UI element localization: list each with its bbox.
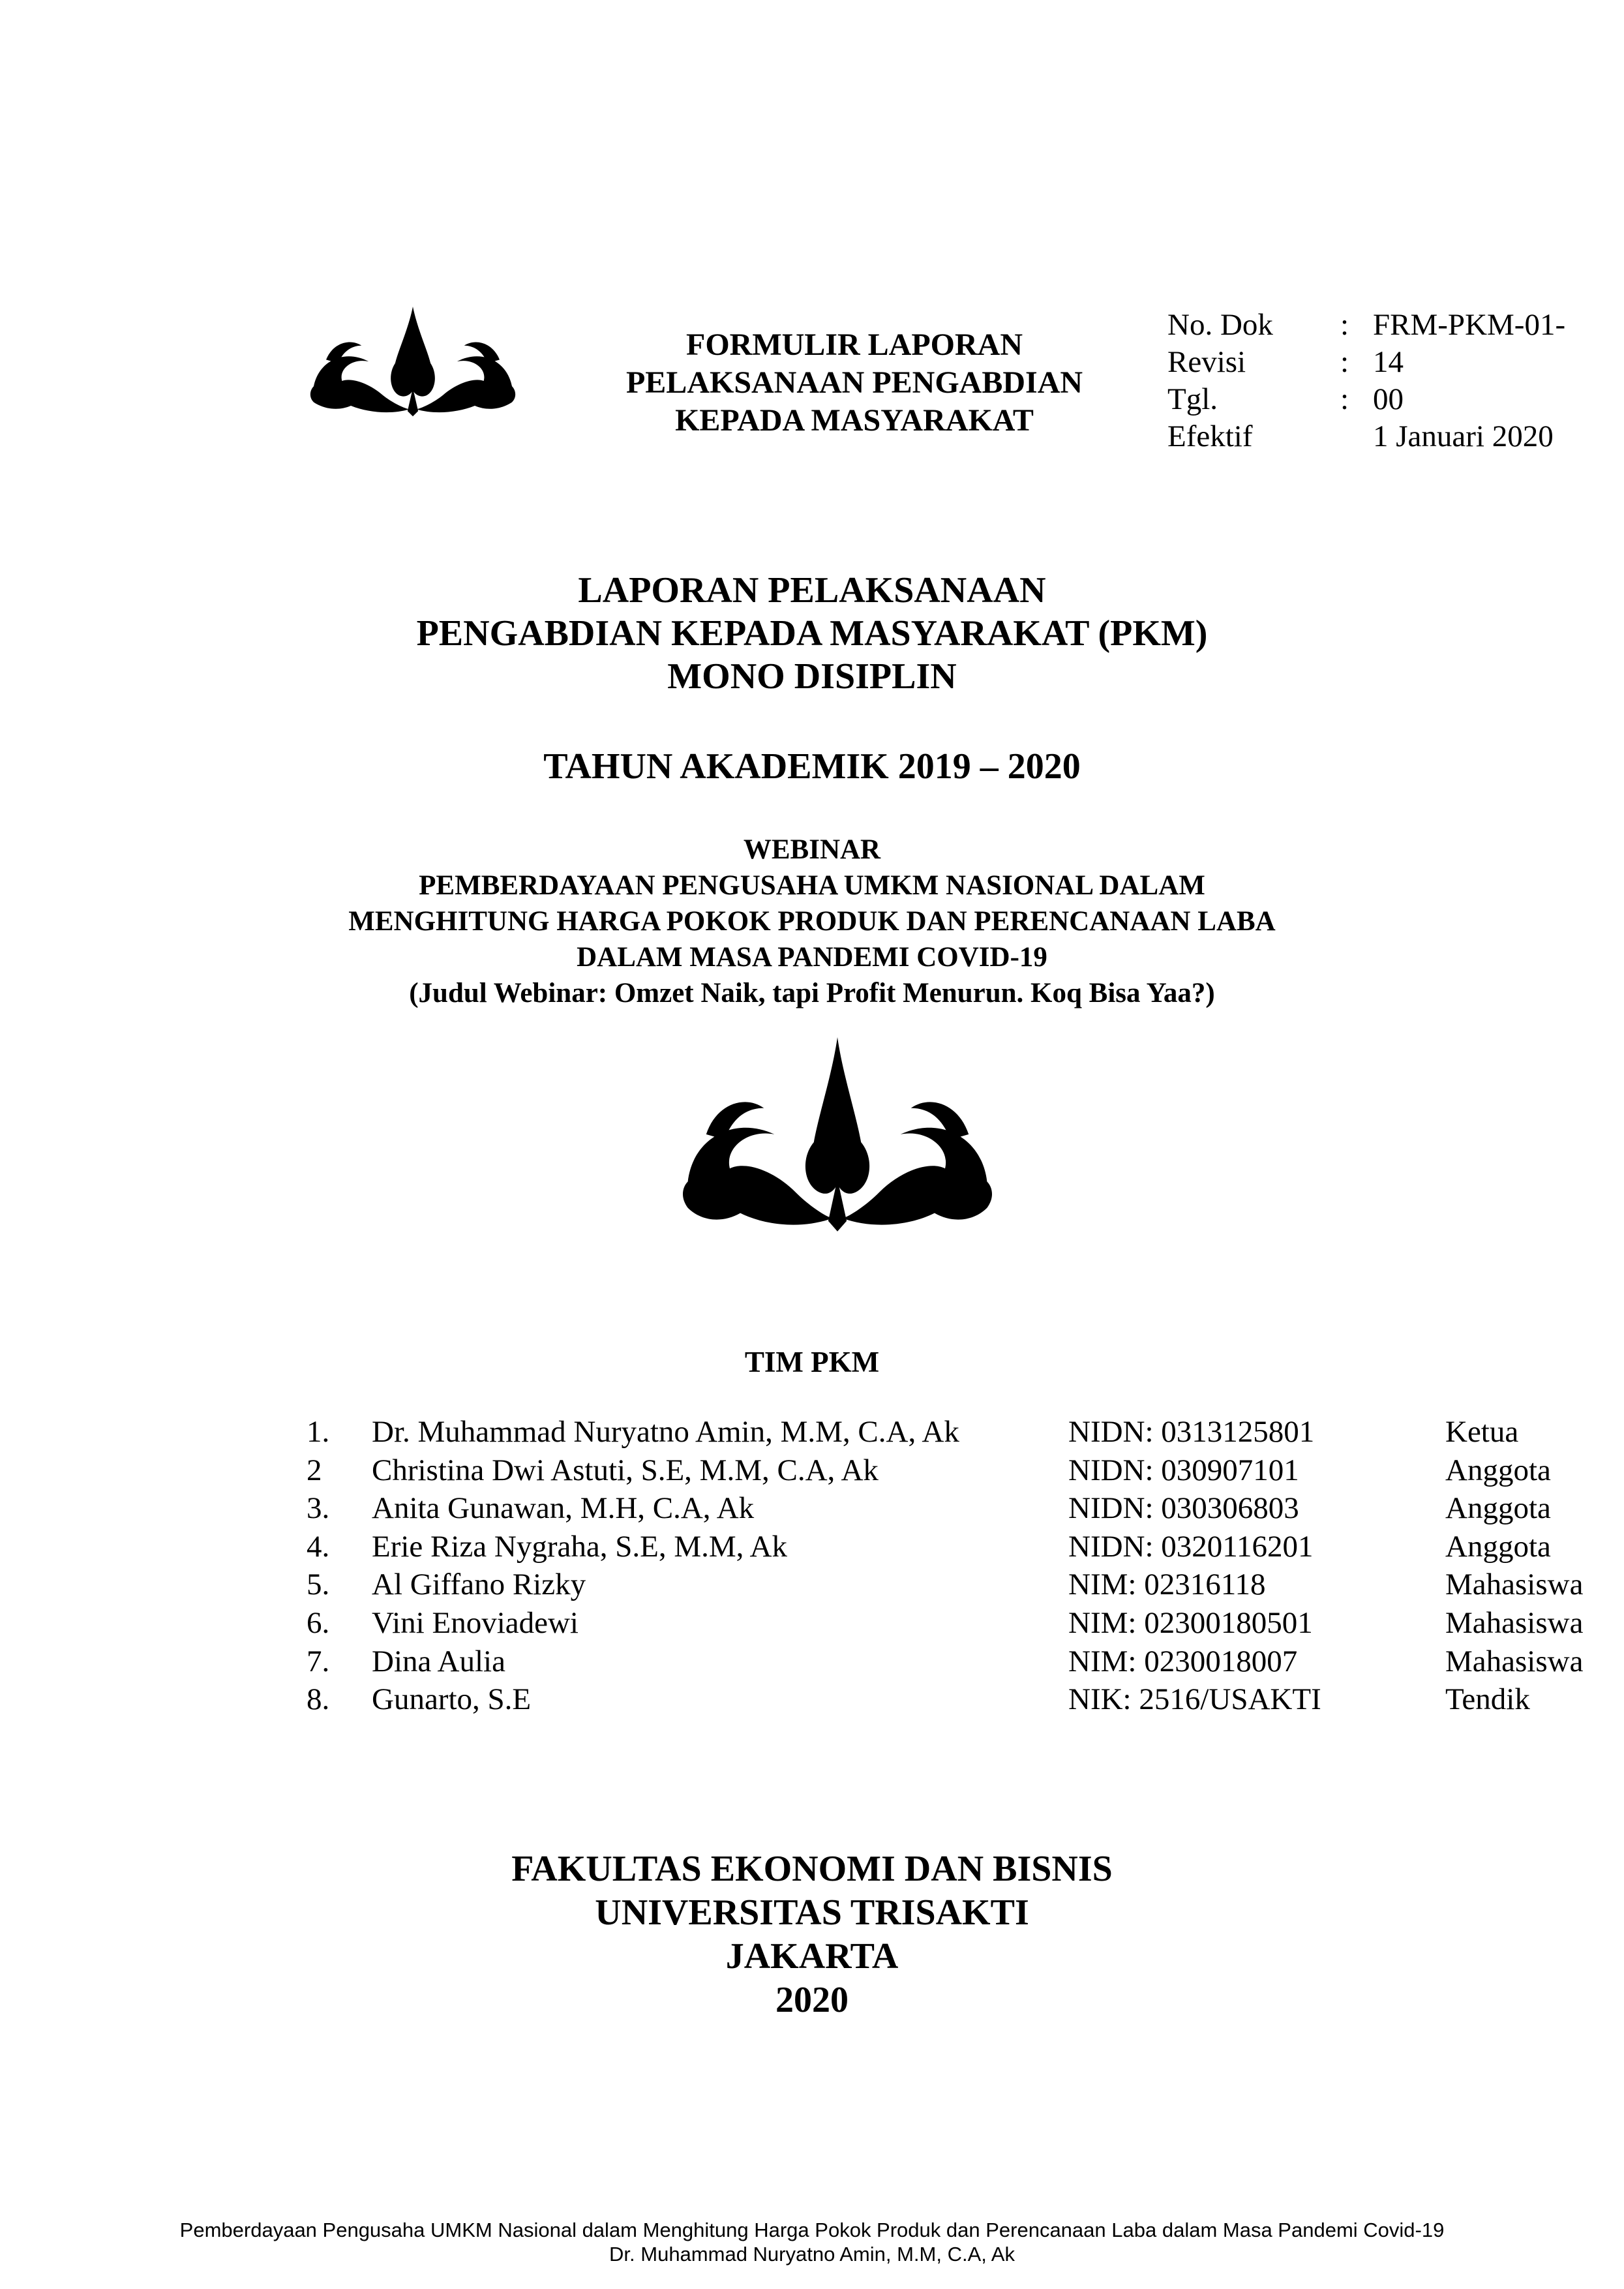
form-title-line: FORMULIR LAPORAN xyxy=(686,327,1023,362)
meta-row-revision xyxy=(1167,344,1617,381)
member-name: Gunarto, S.E xyxy=(372,1682,532,1717)
form-title-line: PELAKSANAAN PENGABDIAN xyxy=(625,365,1083,400)
member-role: Ketua xyxy=(1445,1415,1519,1449)
meta-colon: : xyxy=(1340,382,1349,416)
university-name: UNIVERSITAS TRISAKTI xyxy=(595,1892,1029,1933)
trisakti-emblem-large-icon xyxy=(680,1037,995,1252)
report-title-line: MONO DISIPLIN xyxy=(667,656,957,697)
member-number: 1. xyxy=(307,1415,330,1449)
academic-year: TAHUN AKADEMIK 2019 – 2020 xyxy=(543,746,1081,787)
list-item xyxy=(307,1451,1617,1490)
meta-colon: : xyxy=(1340,345,1349,379)
footer-author: Dr. Muhammad Nuryatno Amin, M.M, C.A, Ak xyxy=(609,2243,1015,2266)
meta-colon: : xyxy=(1340,308,1349,342)
report-title-line: LAPORAN PELAKSANAAN xyxy=(578,570,1046,611)
member-role: Anggota xyxy=(1445,1491,1551,1526)
meta-label: Efektif xyxy=(1167,419,1253,453)
meta-label: Tgl. xyxy=(1167,382,1218,416)
team-title: TIM PKM xyxy=(744,1346,880,1378)
report-title xyxy=(0,569,1624,698)
member-id: NIK: 2516/USAKTI xyxy=(1068,1682,1321,1717)
member-id: NIM: 02316118 xyxy=(1068,1568,1266,1602)
list-item xyxy=(307,1680,1617,1719)
member-number: 6. xyxy=(307,1605,330,1640)
list-item xyxy=(307,1413,1617,1451)
member-id: NIDN: 030907101 xyxy=(1068,1453,1299,1487)
meta-label: Revisi xyxy=(1167,345,1246,379)
member-role: Mahasiswa xyxy=(1445,1605,1584,1640)
form-title-line: KEPADA MASYARAKAT xyxy=(675,403,1034,438)
member-id: NIDN: 0313125801 xyxy=(1068,1415,1315,1449)
member-id: NIDN: 030306803 xyxy=(1068,1491,1299,1526)
member-number: 4. xyxy=(307,1529,330,1564)
list-item xyxy=(307,1604,1617,1643)
member-name: Al Giffano Rizky xyxy=(372,1568,586,1602)
list-item xyxy=(307,1489,1617,1528)
webinar-line: PEMBERDAYAAN PENGUSAHA UMKM NASIONAL DALAM xyxy=(419,870,1205,901)
trisakti-emblem-icon xyxy=(304,307,522,431)
list-item xyxy=(307,1643,1617,1681)
form-title xyxy=(587,326,1122,440)
meta-value: 00 xyxy=(1373,382,1404,416)
list-item xyxy=(307,1528,1617,1566)
member-id: NIDN: 0320116201 xyxy=(1068,1529,1314,1564)
meta-row-doc-number xyxy=(1167,307,1617,344)
webinar-line: MENGHITUNG HARGA POKOK PRODUK DAN PERENCANAAN LABA xyxy=(348,906,1276,937)
member-number: 3. xyxy=(307,1491,330,1526)
member-name: Vini Enoviadewi xyxy=(372,1605,579,1640)
meta-row-effective xyxy=(1167,418,1617,455)
member-role: Anggota xyxy=(1445,1453,1551,1487)
member-number: 8. xyxy=(307,1682,330,1717)
member-id: NIM: 02300180501 xyxy=(1068,1605,1313,1640)
meta-value: 1 Januari 2020 xyxy=(1373,419,1554,453)
faculty-block xyxy=(0,1847,1624,2022)
team-list xyxy=(307,1413,1617,1719)
member-role: Mahasiswa xyxy=(1445,1568,1584,1602)
page-footer xyxy=(0,2218,1624,2266)
member-role: Mahasiswa xyxy=(1445,1644,1584,1678)
document-meta xyxy=(1167,307,1617,455)
member-role: Tendik xyxy=(1445,1682,1530,1717)
footer-title: Pemberdayaan Pengusaha UMKM Nasional dalam Menghitung Harga Pokok Produk dan Perencanaan Laba dalam Masa Pandemi Covid-19 xyxy=(179,2219,1445,2241)
list-item xyxy=(307,1566,1617,1604)
member-name: Dr. Muhammad Nuryatno Amin, M.M, C.A, Ak xyxy=(372,1415,959,1449)
member-name: Dina Aulia xyxy=(372,1644,505,1678)
member-name: Christina Dwi Astuti, S.E, M.M, C.A, Ak xyxy=(372,1453,879,1487)
webinar-subtitle: (Judul Webinar: Omzet Naik, tapi Profit Menurun. Koq Bisa Yaa?) xyxy=(409,978,1215,1008)
webinar-title xyxy=(0,832,1624,1011)
meta-value: 14 xyxy=(1373,345,1404,379)
member-role: Anggota xyxy=(1445,1529,1551,1564)
meta-row-date xyxy=(1167,381,1617,418)
report-title-line: PENGABDIAN KEPADA MASYARAKAT (PKM) xyxy=(416,613,1208,654)
meta-colon xyxy=(1340,418,1373,455)
member-name: Erie Riza Nygraha, S.E, M.M, Ak xyxy=(372,1529,788,1564)
faculty-name: FAKULTAS EKONOMI DAN BISNIS xyxy=(511,1849,1113,1889)
member-number: 2 xyxy=(307,1453,322,1487)
member-id: NIM: 0230018007 xyxy=(1068,1644,1298,1678)
member-name: Anita Gunawan, M.H, C.A, Ak xyxy=(372,1491,755,1526)
meta-value: FRM-PKM-01- xyxy=(1373,308,1566,342)
webinar-line: WEBINAR xyxy=(743,834,881,865)
city-name: JAKARTA xyxy=(725,1936,899,1977)
webinar-line: DALAM MASA PANDEMI COVID-19 xyxy=(577,942,1047,973)
report-year: 2020 xyxy=(775,1980,849,2020)
member-number: 7. xyxy=(307,1644,330,1678)
member-number: 5. xyxy=(307,1568,330,1602)
meta-label: No. Dok xyxy=(1167,308,1273,342)
